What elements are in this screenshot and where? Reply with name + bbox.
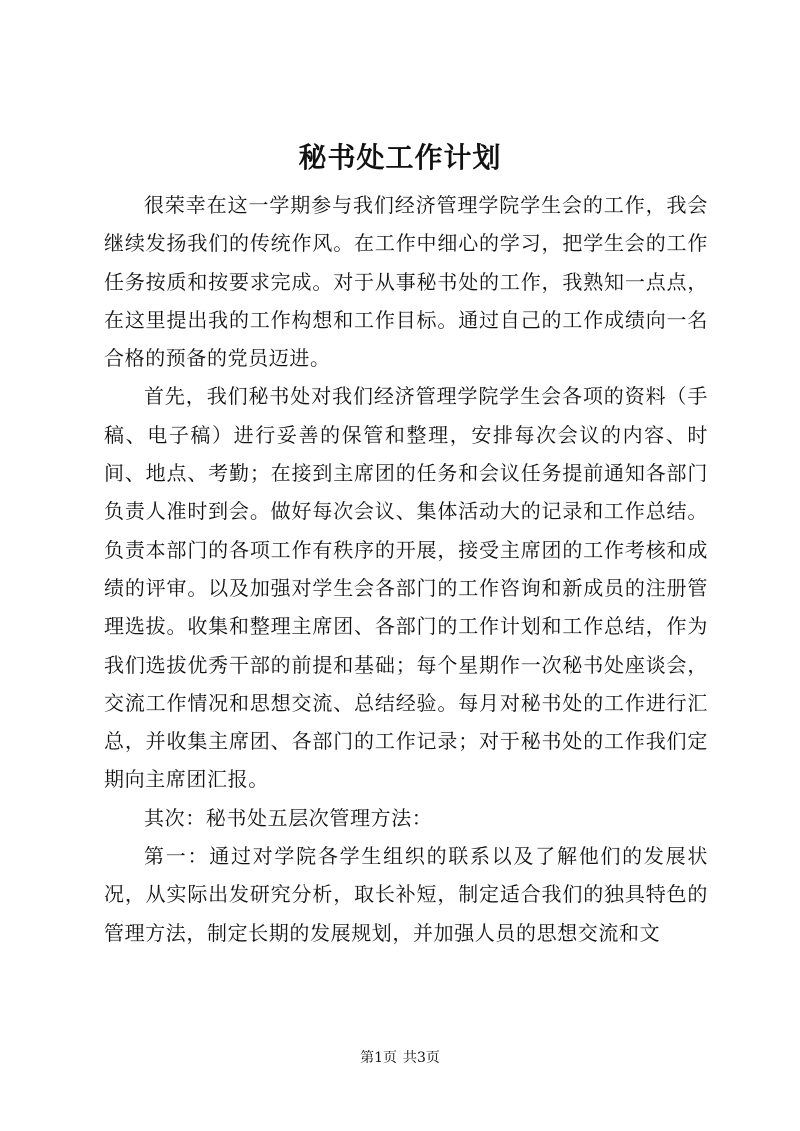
page-total: 共3页 [403, 1050, 440, 1066]
page-number: 第1页 [360, 1050, 397, 1066]
page-footer [0, 1048, 800, 1068]
paragraph-first: 首先，我们秘书处对我们经济管理学院学生会各项的资料（手稿、电子稿）进行妥善的保管和整理，安排每次会议的内容、时间、地点、考勤；在接到主席团的任务和会议任务提前通知各部门负责人准时到会。做好每次会议、集体活动大的记录和工作总结。负责本部门的各项工作有秩序的开展，接受主席团的工作考核和成绩的评审。以及加强对学生会各部门的工作咨询和新成员的注册管理选拔。收集和整理主席团、各部门的工作计划和工作总结，作为我们选拔优秀干部的前提和基础；每个星期作一次秘书处座谈会，交流工作情况和思想交流、总结经验。每月对秘书处的工作进行汇总，并收集主席团、各部门的工作记录；对于秘书处的工作我们定期向主席团汇报。 [104, 384, 708, 792]
document-title: 秘书处工作计划 [298, 141, 502, 174]
paragraph-method-one: 第一：通过对学院各学生组织的联系以及了解他们的发展状况，从实际出发研究分析，取长补短，制定适合我们的独具特色的管理方法，制定长期的发展规划，并加强人员的思想交流和文 [104, 844, 708, 945]
paragraph-intro: 很荣幸在这一学期参与我们经济管理学院学生会的工作，我会继续发扬我们的传统作风。在工作中细心的学习，把学生会的工作任务按质和按要求完成。对于从事秘书处的工作，我熟知一点点，在这里提出我的工作构想和工作目标。通过自己的工作成绩向一名合格的预备的党员迈进。 [104, 193, 708, 371]
document-body [104, 186, 708, 952]
paragraph-second-heading: 其次：秘书处五层次管理方法： [144, 805, 433, 830]
